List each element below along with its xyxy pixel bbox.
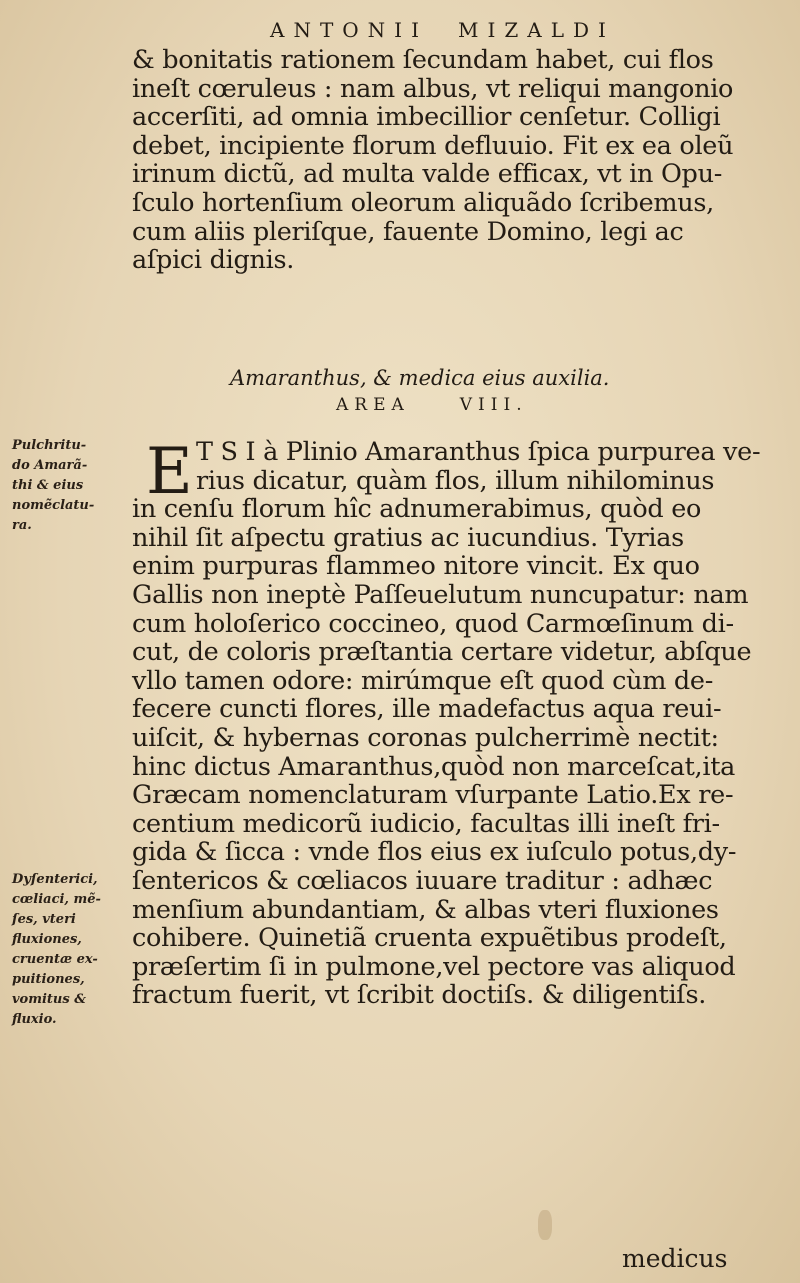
margin-line: do Amarã- [12,458,88,473]
text-line: menſium abundantiam, & albas vteri fluxiones [132,894,719,925]
text-line: debet, incipiente florum defluuio. Fit ex ea oleũ [132,130,734,161]
text-line: cut, de coloris præſtantia certare videtur, abſque [132,637,752,668]
margin-line: ra. [12,518,32,533]
text-line: ineſt cœruleus : nam albus, vt reliqui mangonio [132,73,734,104]
text-line: hinc dictus Amaranthus,quòd non marceſcat,ita [132,751,736,782]
text-line: cohibere. Quinetiã cruenta expuẽtibus prodeſt, [132,923,727,954]
section-title: Amaranthus, & medica eius auxilia. [230,366,610,390]
text-line: & bonitatis rationem ſecundam habet, cui flos [132,45,714,75]
text-line: T S I à Plinio Amaranthus ſpica purpurea ve- [196,437,761,467]
text-line: Gallis non ineptè Paſſeuelutum nuncupatur: nam [132,579,749,610]
margin-line: Pulchritu- [12,438,87,453]
header-author-first: ANTONII [270,18,428,42]
text-line: Græcam nomenclaturam vſurpante Latio.Ex re- [132,780,734,811]
header-author-second: MIZALDI [457,18,615,42]
text-line: nihil ſit aſpectu gratius ac iucundius. Tyrias [132,522,684,553]
margin-line: cruentæ ex- [12,952,98,967]
margin-note-ailments [12,870,130,1030]
margin-line: fluxiones, [12,932,82,947]
top-paragraph [132,46,772,275]
catchword: medicus [622,1244,728,1273]
margin-line: nomẽclatu- [12,498,95,513]
margin-line: thi & eius [12,478,84,493]
text-line: cum holoſerico coccineo, quod Carmœſinum di- [132,608,734,639]
text-line: ſentericos & cœliacos iuuare traditur : adhæc [132,865,713,896]
margin-line: puitiones, [12,972,85,987]
text-line: fecere cuncti flores, ille madefactus aqua reui- [132,694,722,725]
text-line: uiſcit, & hybernas coronas pulcherrimè nectit: [132,722,719,753]
text-line: centium medicorũ iudicio, facultas illi ineſt fri- [132,808,720,839]
area-number: VIII. [459,395,528,415]
text-line: cum aliis pleriſque, fauente Domino, legi ac [132,216,684,247]
margin-note-beauty [12,436,130,536]
text-line: fractum fuerit, vt ſcribit doctiſs. & diligentiſs. [132,980,707,1011]
text-line: enim purpuras flammeo nitore vincit. Ex quo [132,551,700,582]
text-line: gida & ſicca : vnde flos eius ex iuſculo potus,dy- [132,837,737,868]
text-line: accerſiti, ad omnia imbecillior cenſetur. Colligi [132,102,721,133]
area-label: AREA [336,395,410,415]
margin-line: fluxio. [12,1012,57,1027]
text-line: rius dicatur, quàm flos, illum nihilominus [196,465,715,496]
text-line: vllo tamen odore: mirúmque eſt quod cùm de- [132,665,714,696]
section-paragraph [132,435,772,1011]
margin-line: Dyſenterici, [12,872,98,887]
text-line: præſertim ſi in pulmone,vel pectore vas aliquod [132,951,736,982]
paper-stain [538,1210,552,1240]
text-line: ſculo hortenſium oleorum aliquãdo ſcribemus, [132,187,714,218]
drop-cap: E [146,435,193,509]
text-line: aſpici dignis. [132,245,295,276]
margin-line: cœliaci, mẽ- [12,892,101,907]
text-line: in cenſu florum hîc adnumerabimus, quòd eo [132,494,702,525]
margin-line: ſes, vteri [12,912,76,927]
margin-line: vomitus & [12,992,86,1007]
running-header [270,18,710,42]
text-line: irinum dictũ, ad multa valde efficax, vt in Opu- [132,159,723,190]
section-number [336,395,636,415]
